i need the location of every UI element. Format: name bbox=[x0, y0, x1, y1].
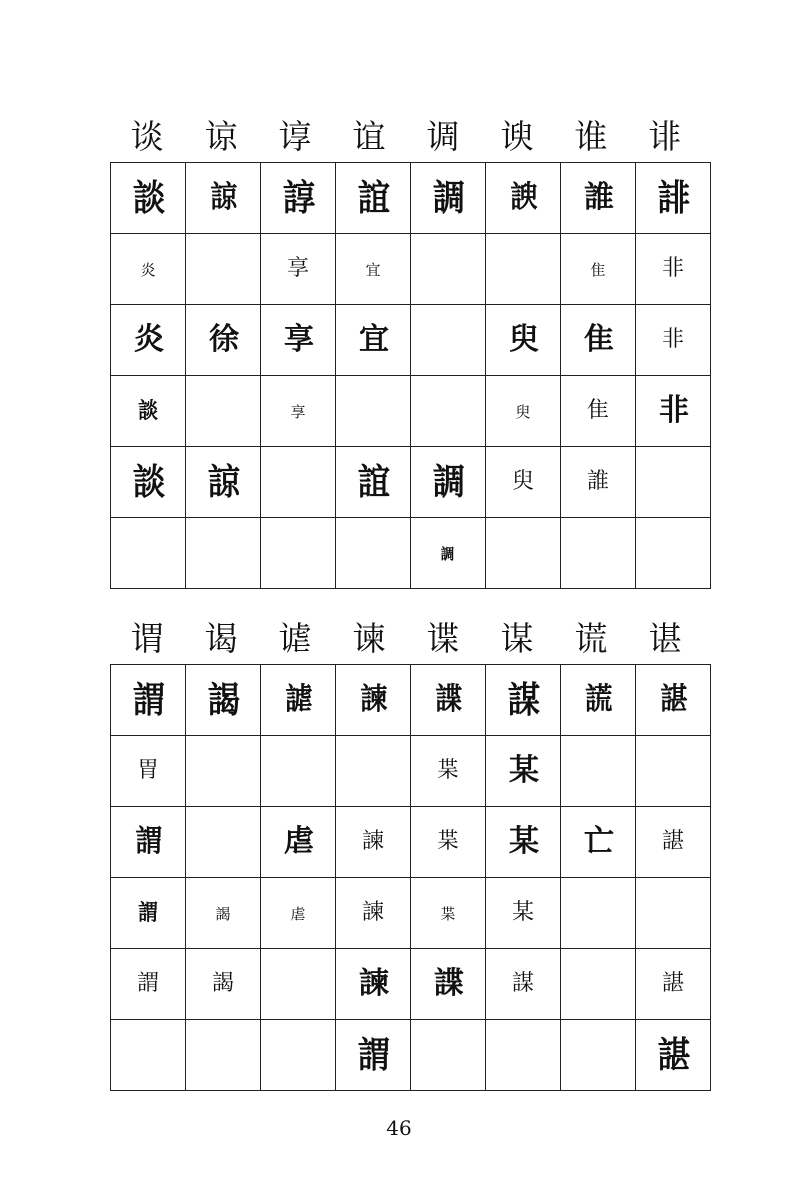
grid-cell bbox=[636, 163, 711, 234]
grid-cell bbox=[111, 305, 186, 376]
glyph: 談 bbox=[132, 177, 164, 219]
glyph: 枼 bbox=[436, 758, 459, 783]
glyph: 誰 bbox=[586, 469, 609, 494]
grid-cell bbox=[636, 518, 711, 589]
character-grid-1 bbox=[110, 162, 711, 589]
grid-cell bbox=[486, 376, 561, 447]
glyph: 謀 bbox=[507, 679, 539, 721]
table-row bbox=[111, 665, 711, 736]
grid-cell bbox=[186, 447, 261, 518]
grid-cell bbox=[411, 665, 486, 736]
header-char: 谀 bbox=[500, 117, 534, 156]
glyph: 宜 bbox=[365, 260, 381, 279]
glyph: 享 bbox=[284, 322, 312, 357]
glyph: 諜 bbox=[434, 966, 462, 1001]
grid-cell bbox=[486, 234, 561, 305]
glyph: 享 bbox=[286, 256, 309, 281]
glyph: 諶 bbox=[660, 682, 686, 717]
grid-cell bbox=[111, 949, 186, 1020]
grid-cell bbox=[261, 234, 336, 305]
glyph: 炎 bbox=[140, 260, 156, 279]
glyph: 非 bbox=[661, 256, 684, 281]
glyph: 謂 bbox=[357, 1034, 389, 1076]
grid-cell bbox=[561, 878, 636, 949]
grid-cell bbox=[186, 665, 261, 736]
grid-cell bbox=[411, 949, 486, 1020]
grid-cell bbox=[186, 163, 261, 234]
grid-cell bbox=[336, 518, 411, 589]
header-char: 谌 bbox=[648, 619, 682, 658]
grid-cell bbox=[636, 1020, 711, 1091]
glyph: 誼 bbox=[357, 461, 389, 503]
grid-cell bbox=[561, 949, 636, 1020]
grid-cell bbox=[261, 518, 336, 589]
grid-cell bbox=[486, 305, 561, 376]
glyph: 諛 bbox=[510, 180, 536, 215]
grid-cell bbox=[336, 665, 411, 736]
glyph: 某 bbox=[509, 824, 537, 859]
grid-cell bbox=[486, 1020, 561, 1091]
grid-cell bbox=[336, 305, 411, 376]
table-row bbox=[111, 807, 711, 878]
grid-cell bbox=[636, 878, 711, 949]
grid-cell bbox=[411, 736, 486, 807]
grid-cell bbox=[186, 807, 261, 878]
header-char: 谒 bbox=[204, 619, 238, 658]
grid-cell bbox=[111, 665, 186, 736]
grid-cell bbox=[486, 736, 561, 807]
grid-cell bbox=[561, 1020, 636, 1091]
glyph: 非 bbox=[661, 327, 684, 352]
glyph: 隹 bbox=[586, 398, 609, 423]
glyph: 枼 bbox=[440, 904, 456, 923]
grid-cell bbox=[561, 305, 636, 376]
table-row bbox=[111, 518, 711, 589]
grid-cell bbox=[186, 376, 261, 447]
table-row bbox=[111, 376, 711, 447]
grid-cell bbox=[486, 163, 561, 234]
character-grid-2 bbox=[110, 664, 711, 1091]
grid-cell bbox=[111, 447, 186, 518]
header-row-1 bbox=[110, 112, 702, 162]
grid-cell bbox=[561, 447, 636, 518]
header-char: 谓 bbox=[130, 619, 164, 658]
grid-cell bbox=[411, 518, 486, 589]
glyph: 誼 bbox=[357, 177, 389, 219]
glyph: 徐 bbox=[209, 322, 237, 357]
grid-cell bbox=[411, 234, 486, 305]
grid-cell bbox=[486, 518, 561, 589]
grid-cell bbox=[261, 807, 336, 878]
glyph: 談 bbox=[132, 461, 164, 503]
glyph: 臾 bbox=[511, 469, 534, 494]
grid-cell bbox=[336, 376, 411, 447]
grid-cell bbox=[636, 234, 711, 305]
glyph: 誹 bbox=[657, 177, 689, 219]
glyph: 諜 bbox=[435, 682, 461, 717]
section-2 bbox=[110, 614, 702, 1091]
grid-cell bbox=[186, 518, 261, 589]
glyph: 談 bbox=[138, 398, 158, 424]
grid-cell bbox=[636, 807, 711, 878]
glyph: 炎 bbox=[134, 322, 162, 357]
table-row bbox=[111, 736, 711, 807]
table-row bbox=[111, 163, 711, 234]
grid-cell bbox=[336, 447, 411, 518]
glyph: 胃 bbox=[136, 758, 159, 783]
glyph: 諫 bbox=[360, 682, 386, 717]
table-row bbox=[111, 949, 711, 1020]
grid-cell bbox=[111, 234, 186, 305]
grid-cell bbox=[261, 665, 336, 736]
grid-cell bbox=[336, 1020, 411, 1091]
header-char: 谍 bbox=[426, 619, 460, 658]
grid-cell bbox=[111, 878, 186, 949]
glyph: 諒 bbox=[207, 461, 239, 503]
header-char: 谁 bbox=[574, 117, 608, 156]
glyph: 諶 bbox=[657, 1034, 689, 1076]
header-char: 谎 bbox=[574, 619, 608, 658]
glyph: 虐 bbox=[290, 904, 306, 923]
glyph: 謁 bbox=[215, 904, 231, 923]
grid-cell bbox=[336, 807, 411, 878]
header-char: 谑 bbox=[278, 619, 312, 658]
glyph: 隹 bbox=[584, 322, 612, 357]
glyph: 諶 bbox=[661, 829, 684, 854]
glyph: 諫 bbox=[361, 829, 384, 854]
glyph: 宜 bbox=[359, 322, 387, 357]
grid-cell bbox=[636, 376, 711, 447]
table-row bbox=[111, 1020, 711, 1091]
grid-cell bbox=[261, 949, 336, 1020]
grid-cell bbox=[486, 665, 561, 736]
grid-cell bbox=[561, 807, 636, 878]
glyph: 謂 bbox=[136, 971, 159, 996]
grid-cell bbox=[336, 736, 411, 807]
grid-cell bbox=[111, 518, 186, 589]
section-1 bbox=[110, 112, 702, 589]
glyph: 謂 bbox=[135, 824, 161, 859]
glyph: 誰 bbox=[584, 180, 612, 215]
grid-cell bbox=[336, 163, 411, 234]
grid-cell bbox=[336, 234, 411, 305]
glyph: 亡 bbox=[584, 824, 612, 859]
grid-cell bbox=[411, 376, 486, 447]
grid-cell bbox=[636, 736, 711, 807]
grid-cell bbox=[111, 1020, 186, 1091]
grid-cell bbox=[561, 376, 636, 447]
grid-cell bbox=[186, 1020, 261, 1091]
grid-cell bbox=[561, 736, 636, 807]
grid-cell bbox=[336, 949, 411, 1020]
grid-cell bbox=[561, 234, 636, 305]
grid-cell bbox=[411, 878, 486, 949]
grid-cell bbox=[111, 807, 186, 878]
grid-cell bbox=[186, 949, 261, 1020]
glyph: 非 bbox=[659, 393, 687, 428]
grid-cell bbox=[261, 447, 336, 518]
grid-cell bbox=[261, 1020, 336, 1091]
header-char: 谅 bbox=[204, 117, 238, 156]
header-char: 谆 bbox=[278, 117, 312, 156]
grid-cell bbox=[411, 447, 486, 518]
glyph: 臾 bbox=[515, 402, 531, 421]
glyph: 謊 bbox=[585, 682, 611, 717]
grid-cell bbox=[411, 1020, 486, 1091]
table-row bbox=[111, 878, 711, 949]
glyph: 某 bbox=[511, 900, 534, 925]
table-row bbox=[111, 234, 711, 305]
glyph: 謂 bbox=[138, 900, 158, 926]
grid-cell bbox=[561, 163, 636, 234]
header-char: 谈 bbox=[130, 117, 164, 156]
grid-cell bbox=[486, 447, 561, 518]
grid-cell bbox=[486, 949, 561, 1020]
grid-cell bbox=[261, 878, 336, 949]
glyph: 謁 bbox=[211, 971, 234, 996]
glyph: 某 bbox=[509, 753, 537, 788]
grid-cell bbox=[411, 163, 486, 234]
grid-cell bbox=[186, 878, 261, 949]
glyph: 諄 bbox=[282, 177, 314, 219]
grid-cell bbox=[486, 878, 561, 949]
header-char: 谋 bbox=[500, 619, 534, 658]
grid-cell bbox=[186, 234, 261, 305]
page-number: 46 bbox=[386, 1116, 412, 1140]
grid-cell bbox=[561, 518, 636, 589]
glyph: 隹 bbox=[590, 260, 606, 279]
table-row bbox=[111, 305, 711, 376]
glyph: 諶 bbox=[661, 971, 684, 996]
grid-cell bbox=[486, 807, 561, 878]
grid-cell bbox=[111, 163, 186, 234]
grid-cell bbox=[636, 305, 711, 376]
grid-cell bbox=[636, 949, 711, 1020]
grid-cell bbox=[261, 305, 336, 376]
grid-cell bbox=[261, 163, 336, 234]
grid-cell bbox=[261, 376, 336, 447]
grid-cell bbox=[111, 736, 186, 807]
glyph: 枼 bbox=[436, 829, 459, 854]
grid-cell bbox=[186, 736, 261, 807]
header-char: 谊 bbox=[352, 117, 386, 156]
grid-cell bbox=[261, 736, 336, 807]
glyph: 諫 bbox=[361, 900, 384, 925]
grid-cell bbox=[561, 665, 636, 736]
grid-cell bbox=[111, 376, 186, 447]
glyph: 調 bbox=[432, 461, 464, 503]
glyph: 謁 bbox=[207, 679, 239, 721]
grid-cell bbox=[636, 447, 711, 518]
glyph: 享 bbox=[290, 402, 306, 421]
glyph: 虐 bbox=[284, 824, 312, 859]
header-char: 谏 bbox=[352, 619, 386, 658]
glyph: 諫 bbox=[359, 966, 387, 1001]
grid-cell bbox=[411, 807, 486, 878]
grid-cell bbox=[411, 305, 486, 376]
glyph: 臾 bbox=[509, 322, 537, 357]
grid-cell bbox=[336, 878, 411, 949]
glyph: 諒 bbox=[210, 180, 236, 215]
header-row-2 bbox=[110, 614, 702, 664]
grid-cell bbox=[186, 305, 261, 376]
header-char: 调 bbox=[426, 117, 460, 156]
glyph: 調 bbox=[432, 177, 464, 219]
grid-cell bbox=[636, 665, 711, 736]
header-char: 诽 bbox=[648, 117, 682, 156]
glyph: 謂 bbox=[132, 679, 164, 721]
table-row bbox=[111, 447, 711, 518]
glyph: 謔 bbox=[285, 682, 311, 717]
glyph: 謀 bbox=[511, 971, 534, 996]
glyph: 調 bbox=[441, 544, 455, 563]
